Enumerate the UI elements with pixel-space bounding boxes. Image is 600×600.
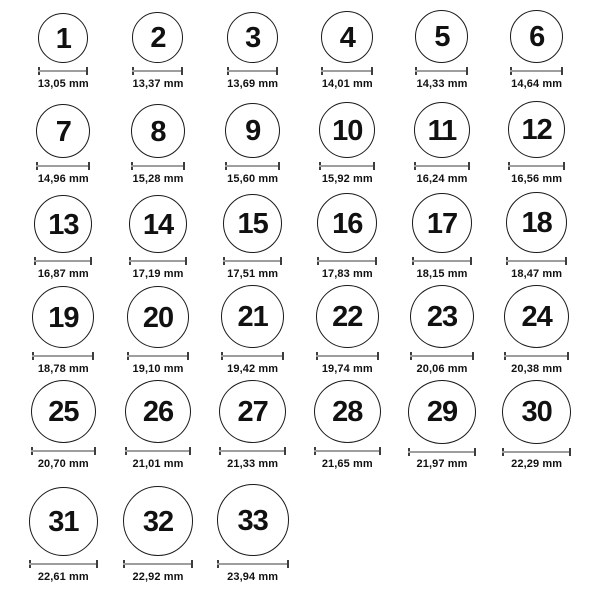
- diameter-label: 14,64 mm: [511, 78, 563, 90]
- ring-size-number: 33: [237, 504, 268, 537]
- ring-circle: [34, 195, 92, 253]
- diameter-label: 15,92 mm: [321, 173, 373, 185]
- measure-bar: [408, 451, 476, 453]
- diameter-label: 18,47 mm: [511, 268, 563, 280]
- measure-tick-right: [287, 560, 289, 568]
- ring-size-number: 28: [332, 396, 363, 429]
- measure-bar: [316, 355, 379, 357]
- ring-size-cell: [111, 475, 206, 600]
- diameter-label: 17,51 mm: [227, 268, 279, 280]
- measure-tick-right: [567, 352, 569, 360]
- ring-circle: [410, 285, 474, 348]
- ring-circle: [319, 102, 375, 158]
- ring-circle: [123, 486, 193, 556]
- measure-bar: [314, 450, 381, 452]
- ring-circle: [127, 286, 189, 348]
- ring-size-number: 24: [521, 301, 552, 334]
- ring-size-number: 9: [245, 115, 261, 147]
- diameter-measure: [412, 257, 472, 265]
- diameter-label: 20,06 mm: [416, 363, 468, 375]
- measure-tick-right: [563, 162, 565, 170]
- measure-bar: [125, 450, 191, 452]
- ring-circle: [412, 193, 472, 253]
- ring-size-cell: [16, 380, 111, 475]
- ring-size-cell: [489, 380, 584, 475]
- measure-tick-right: [185, 257, 187, 265]
- diameter-measure: [36, 162, 90, 170]
- ring-circle: [506, 192, 567, 253]
- ring-size-number: 26: [142, 396, 174, 429]
- measure-tick-right: [86, 67, 88, 75]
- diameter-label: 21,33 mm: [227, 458, 279, 470]
- measure-bar: [504, 355, 569, 357]
- ring-circle: [508, 101, 565, 158]
- ring-circle: [502, 380, 571, 444]
- ring-size-cell: [111, 0, 206, 95]
- diameter-measure: [502, 448, 571, 455]
- ring-size-cell: [489, 285, 584, 380]
- diameter-label: 19,42 mm: [227, 363, 279, 375]
- diameter-label: 22,92 mm: [132, 571, 184, 583]
- diameter-measure: [217, 560, 289, 568]
- measure-bar: [223, 260, 282, 262]
- diameter-label: 19,10 mm: [132, 363, 184, 375]
- ring-size-number: 17: [426, 207, 458, 240]
- ring-size-cell: [300, 95, 395, 190]
- ring-size-cell: [205, 475, 300, 600]
- measure-tick-right: [375, 257, 377, 265]
- measure-bar: [34, 260, 92, 262]
- measure-tick-right: [472, 352, 474, 360]
- ring-size-cell: [395, 285, 490, 380]
- diameter-measure: [227, 67, 278, 75]
- ring-circle: [38, 13, 88, 63]
- diameter-measure: [31, 447, 96, 455]
- diameter-measure: [127, 352, 189, 360]
- ring-circle: [316, 285, 379, 348]
- measure-tick-right: [373, 162, 375, 170]
- ring-size-number: 27: [237, 396, 268, 429]
- diameter-label: 21,01 mm: [132, 458, 184, 470]
- ring-size-number: 30: [521, 396, 552, 429]
- ring-size-number: 5: [434, 21, 450, 53]
- ring-circle: [29, 487, 98, 556]
- ring-size-cell: [300, 0, 395, 95]
- ring-size-number: 29: [426, 396, 458, 429]
- diameter-label: 20,38 mm: [511, 363, 563, 375]
- ring-size-cell: [111, 380, 206, 475]
- ring-circle: [36, 104, 90, 158]
- measure-bar: [319, 165, 375, 167]
- ring-size-cell: [16, 285, 111, 380]
- ring-size-cell: [205, 95, 300, 190]
- ring-size-number: 2: [150, 22, 166, 54]
- ring-circle: [31, 380, 96, 443]
- ring-size-cell: [16, 475, 111, 600]
- measure-tick-right: [191, 560, 193, 568]
- ring-size-cell: [205, 285, 300, 380]
- ring-size-cell: [489, 0, 584, 95]
- measure-bar: [131, 165, 185, 167]
- measure-tick-right: [94, 447, 96, 455]
- diameter-label: 20,70 mm: [37, 458, 89, 470]
- measure-bar: [510, 70, 563, 72]
- ring-size-cell: [205, 0, 300, 95]
- ring-size-cell: [205, 380, 300, 475]
- diameter-label: 16,87 mm: [37, 268, 89, 280]
- diameter-measure: [132, 67, 183, 75]
- ring-size-cell: [489, 95, 584, 190]
- diameter-measure: [319, 162, 375, 170]
- ring-circle: [504, 285, 569, 348]
- ring-size-number: 20: [142, 301, 174, 334]
- ring-size-cell: [300, 380, 395, 475]
- measure-bar: [127, 355, 189, 357]
- ring-circle: [414, 102, 470, 158]
- diameter-label: 13,05 mm: [37, 78, 89, 90]
- ring-size-number: 31: [48, 506, 79, 538]
- measure-tick-right: [282, 352, 284, 360]
- ring-size-number: 21: [237, 301, 268, 333]
- ring-size-cell: [300, 285, 395, 380]
- ring-size-cell: [395, 0, 490, 95]
- diameter-measure: [125, 447, 191, 455]
- ring-size-cell: [16, 95, 111, 190]
- ring-size-cell: [300, 190, 395, 285]
- ring-size-number: 15: [237, 208, 268, 240]
- ring-size-cell: [489, 190, 584, 285]
- measure-tick-right: [474, 448, 476, 456]
- ring-size-cell: [111, 190, 206, 285]
- diameter-measure: [316, 352, 379, 360]
- diameter-label: 14,33 mm: [416, 78, 468, 90]
- measure-tick-right: [92, 352, 94, 360]
- measure-bar: [321, 70, 373, 72]
- measure-bar: [502, 451, 571, 453]
- ring-size-number: 14: [142, 208, 174, 241]
- ring-size-cell: [395, 95, 490, 190]
- ring-size-number: 12: [521, 114, 552, 146]
- diameter-measure: [508, 162, 565, 170]
- diameter-measure: [506, 257, 567, 265]
- diameter-measure: [223, 257, 282, 265]
- ring-size-number: 7: [55, 115, 71, 148]
- ring-size-cell: [395, 190, 490, 285]
- measure-bar: [36, 165, 90, 167]
- measure-tick-right: [280, 257, 282, 265]
- ring-circle: [321, 11, 373, 63]
- diameter-measure: [314, 447, 381, 455]
- ring-circle: [317, 193, 377, 253]
- measure-bar: [221, 355, 284, 357]
- ring-size-number: 32: [142, 505, 174, 538]
- diameter-label: 18,78 mm: [37, 363, 89, 375]
- measure-bar: [132, 70, 183, 72]
- measure-tick-right: [90, 257, 92, 265]
- ring-size-number: 25: [48, 396, 79, 429]
- measure-bar: [317, 260, 377, 262]
- measure-bar: [227, 70, 278, 72]
- measure-bar: [31, 450, 96, 452]
- measure-tick-right: [181, 67, 183, 75]
- diameter-label: 15,60 mm: [227, 173, 279, 185]
- diameter-measure: [221, 352, 284, 360]
- ring-size-number: 11: [427, 114, 457, 147]
- ring-size-number: 3: [245, 22, 261, 54]
- ring-circle: [131, 104, 185, 158]
- measure-bar: [508, 165, 565, 167]
- ring-circle: [510, 10, 563, 63]
- ring-size-number: 19: [48, 301, 79, 334]
- diameter-measure: [414, 162, 470, 170]
- measure-bar: [410, 355, 474, 357]
- diameter-measure: [38, 67, 88, 75]
- ring-circle: [225, 103, 280, 158]
- diameter-label: 21,97 mm: [416, 458, 468, 470]
- measure-bar: [217, 563, 289, 565]
- ring-size-number: 22: [332, 301, 363, 333]
- measure-tick-right: [371, 67, 373, 75]
- measure-tick-right: [569, 448, 571, 456]
- measure-bar: [225, 165, 280, 167]
- diameter-label: 14,96 mm: [37, 173, 89, 185]
- measure-bar: [32, 355, 94, 357]
- diameter-measure: [34, 257, 92, 265]
- ring-size-number: 13: [48, 208, 79, 241]
- diameter-measure: [29, 560, 98, 568]
- measure-tick-right: [96, 560, 98, 568]
- ring-size-cell: [16, 0, 111, 95]
- diameter-measure: [131, 162, 185, 170]
- measure-bar: [29, 563, 98, 565]
- diameter-label: 15,28 mm: [132, 173, 184, 185]
- ring-size-number: 16: [332, 207, 363, 240]
- diameter-measure: [129, 257, 187, 265]
- diameter-label: 18,15 mm: [416, 268, 468, 280]
- ring-circle: [132, 12, 183, 63]
- ring-size-cell: [111, 95, 206, 190]
- diameter-measure: [317, 257, 377, 265]
- measure-bar: [414, 165, 470, 167]
- measure-tick-right: [466, 67, 468, 75]
- diameter-label: 13,37 mm: [132, 78, 184, 90]
- ring-size-number: 4: [339, 21, 355, 54]
- diameter-measure: [225, 162, 280, 170]
- ring-circle: [314, 380, 381, 443]
- diameter-measure: [32, 352, 94, 360]
- ring-size-cell: [16, 190, 111, 285]
- ring-size-cell: [205, 190, 300, 285]
- measure-tick-right: [561, 67, 563, 75]
- ring-size-number: 1: [55, 22, 71, 55]
- ring-circle: [408, 380, 476, 444]
- diameter-measure: [321, 67, 373, 75]
- measure-bar: [38, 70, 88, 72]
- diameter-label: 22,61 mm: [37, 571, 89, 583]
- diameter-label: 23,94 mm: [227, 571, 279, 583]
- diameter-label: 16,56 mm: [511, 173, 563, 185]
- measure-tick-right: [278, 162, 280, 170]
- diameter-measure: [510, 67, 563, 75]
- measure-bar: [219, 450, 286, 452]
- diameter-label: 16,24 mm: [416, 173, 468, 185]
- diameter-measure: [219, 447, 286, 455]
- measure-tick-right: [565, 257, 567, 265]
- ring-size-number: 8: [150, 115, 166, 148]
- measure-bar: [129, 260, 187, 262]
- measure-tick-right: [276, 67, 278, 75]
- ring-size-number: 10: [332, 114, 363, 147]
- ring-size-number: 23: [426, 301, 458, 334]
- diameter-label: 22,29 mm: [511, 458, 563, 470]
- measure-bar: [415, 70, 468, 72]
- measure-tick-right: [284, 447, 286, 455]
- measure-bar: [506, 260, 567, 262]
- diameter-label: 17,83 mm: [321, 268, 373, 280]
- diameter-label: 14,01 mm: [321, 78, 373, 90]
- ring-circle: [227, 12, 278, 63]
- measure-tick-right: [377, 352, 379, 360]
- diameter-label: 21,65 mm: [321, 458, 373, 470]
- measure-tick-right: [88, 162, 90, 170]
- measure-tick-right: [468, 162, 470, 170]
- ring-circle: [219, 380, 286, 443]
- ring-circle: [217, 484, 289, 556]
- diameter-measure: [410, 352, 474, 360]
- ring-circle: [32, 286, 94, 348]
- ring-circle: [415, 10, 468, 63]
- measure-bar: [123, 563, 193, 565]
- measure-bar: [412, 260, 472, 262]
- measure-tick-right: [379, 447, 381, 455]
- ring-size-number: 18: [521, 207, 552, 239]
- measure-tick-right: [183, 162, 185, 170]
- measure-tick-right: [189, 447, 191, 455]
- ring-circle: [125, 380, 191, 443]
- diameter-measure: [408, 448, 476, 455]
- measure-tick-right: [187, 352, 189, 360]
- diameter-label: 19,74 mm: [321, 363, 373, 375]
- ring-size-cell: [111, 285, 206, 380]
- ring-circle: [223, 194, 282, 253]
- ring-circle: [129, 195, 187, 253]
- diameter-label: 17,19 mm: [132, 268, 184, 280]
- ring-size-number: 6: [529, 21, 545, 53]
- ring-size-cell: [395, 380, 490, 475]
- measure-tick-right: [470, 257, 472, 265]
- diameter-measure: [504, 352, 569, 360]
- diameter-label: 13,69 mm: [227, 78, 279, 90]
- diameter-measure: [415, 67, 468, 75]
- ring-circle: [221, 285, 284, 348]
- diameter-measure: [123, 560, 193, 568]
